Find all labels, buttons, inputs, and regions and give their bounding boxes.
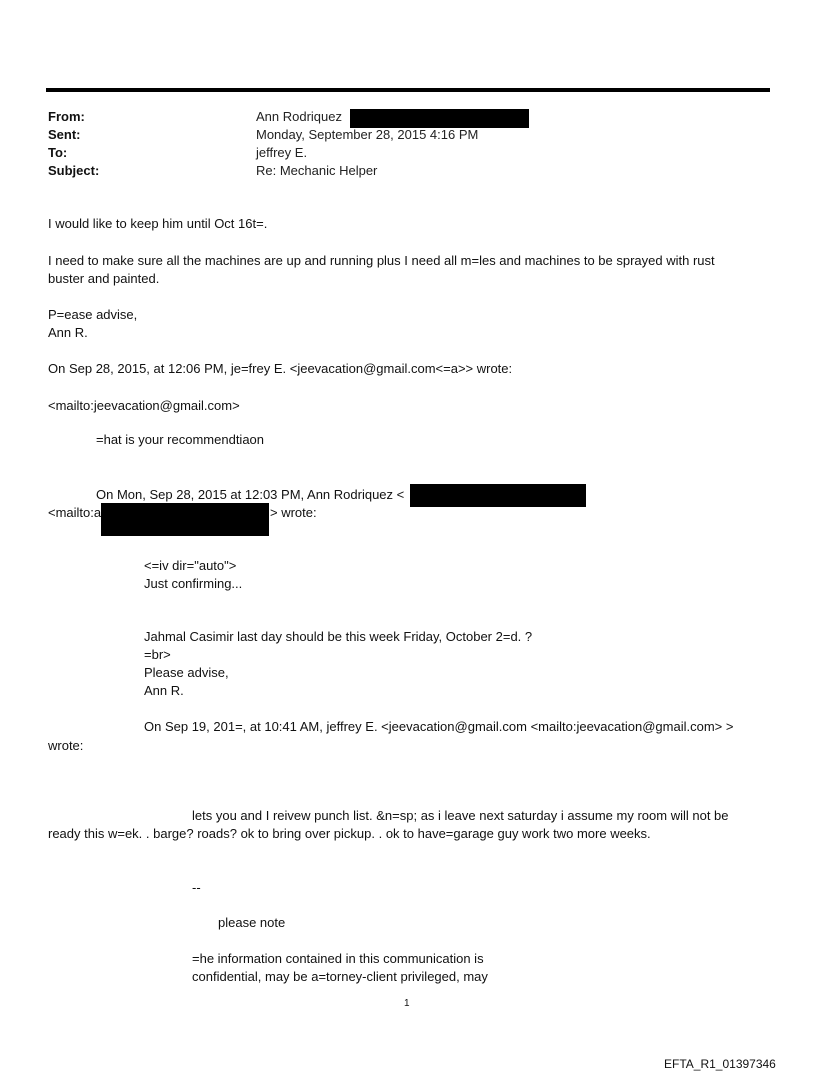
to-label: To: [48, 145, 68, 160]
document-id: EFTA_R1_01397346 [664, 1057, 776, 1071]
quoted-body-line: Just confirming... [144, 576, 243, 591]
body-line: I need to make sure all the machines are up and running plus I need all m=les and machines to be sprayed with rust [48, 253, 715, 268]
body-line: I would like to keep him until Oct 16t=. [48, 216, 268, 231]
quoted-body-line: <=iv dir="auto"> [144, 558, 237, 573]
quoted-body-line: confidential, may be a=torney-client privileged, may [192, 969, 488, 984]
quoted-header-line: On Sep 28, 2015, at 12:06 PM, je=frey E. <jeevacation@gmail.com<=a>> wrote: [48, 361, 513, 376]
redaction-box [101, 503, 269, 536]
quoted-header-line: On Sep 19, 201=, at 10:41 AM, jeffrey E. <jeevacation@gmail.com <mailto:jeevacation@gmail.com> > [144, 719, 734, 734]
quoted-body-line: Ann R. [144, 683, 184, 698]
quoted-body-line: =br> [144, 647, 171, 662]
wrote-line: wrote: [48, 738, 84, 753]
page-number: 1 [404, 998, 410, 1009]
wrote-line: > wrote: [270, 505, 317, 520]
sent-value: Monday, September 28, 2015 4:16 PM [256, 127, 479, 142]
quoted-body-line: lets you and I reivew punch list. &n=sp; as i leave next saturday i assume my room will not be [192, 808, 729, 823]
mailto-line: <mailto:a [48, 505, 102, 520]
quoted-body-line: please note [218, 915, 286, 930]
signature-line: Ann R. [48, 325, 88, 340]
subject-label: Subject: [48, 163, 100, 178]
redaction-box [410, 484, 586, 507]
subject-value: Re: Mechanic Helper [256, 163, 378, 178]
from-label: From: [48, 109, 85, 124]
mailto-line: <mailto:jeevacation@gmail.com> [48, 398, 240, 413]
from-value: Ann Rodriquez [256, 109, 342, 124]
to-value: jeffrey E. [256, 145, 308, 160]
separator-line: -- [192, 880, 201, 895]
quoted-body-line: =hat is your recommendtiaon [96, 432, 265, 447]
quoted-header-line: On Mon, Sep 28, 2015 at 12:03 PM, Ann Rodriquez < [96, 487, 405, 502]
body-line: buster and painted. [48, 271, 160, 286]
quoted-body-line: =he information contained in this communication is [192, 951, 484, 966]
sent-label: Sent: [48, 127, 81, 142]
quoted-body-line: ready this w=ek. . barge? roads? ok to bring over pickup. . ok to have=garage guy work two more weeks. [48, 826, 651, 841]
header-rule [46, 88, 770, 92]
quoted-body-line: Please advise, [144, 665, 229, 680]
quoted-body-line: Jahmal Casimir last day should be this week Friday, October 2=d. ? [144, 629, 533, 644]
signoff-line: P=ease advise, [48, 307, 138, 322]
